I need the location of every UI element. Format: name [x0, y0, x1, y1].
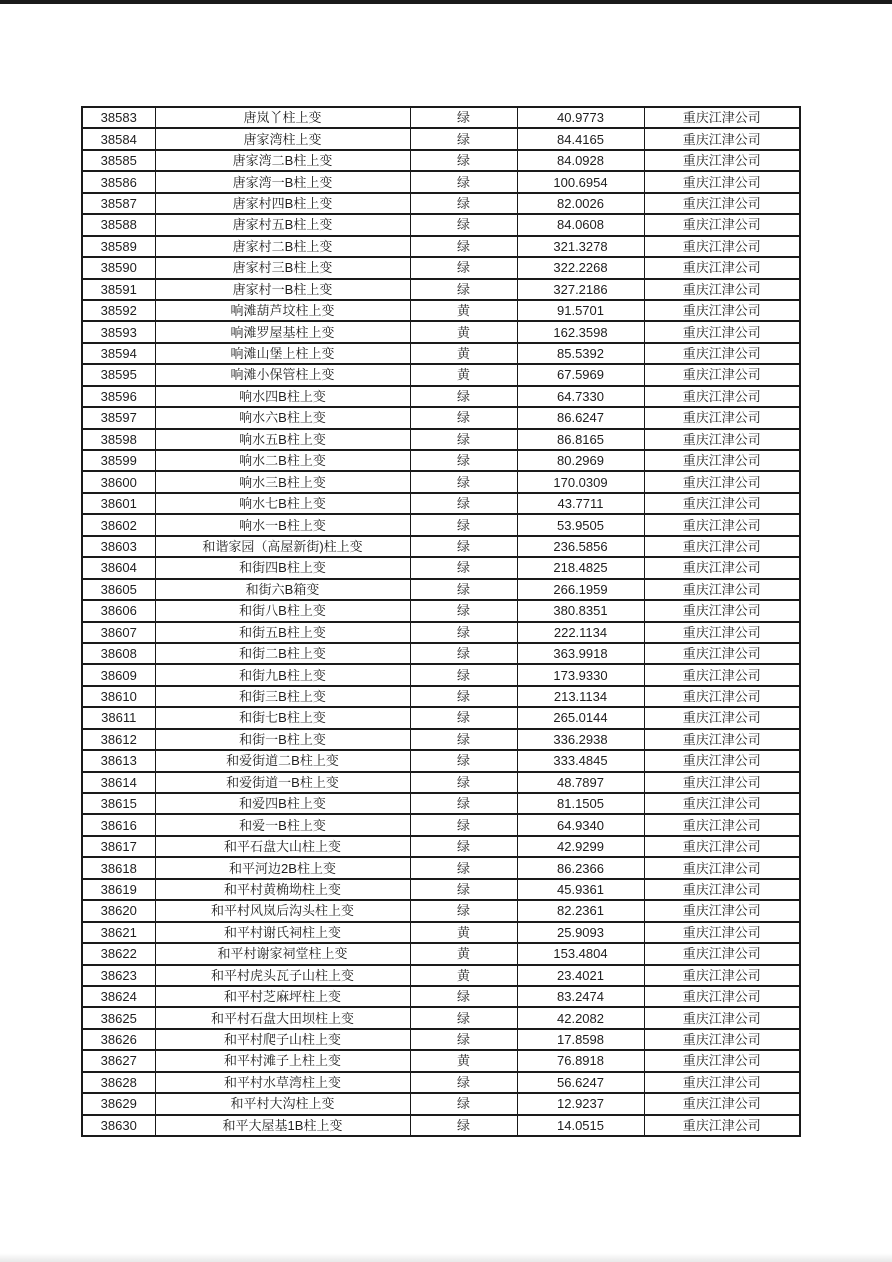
cell-value: 14.0515 — [517, 1115, 644, 1136]
cell-status: 绿 — [410, 493, 517, 514]
table-row — [82, 879, 800, 900]
window-top-border — [0, 0, 892, 4]
cell-name: 唐家村二B柱上变 — [155, 236, 410, 257]
cell-status: 绿 — [410, 386, 517, 407]
cell-value: 327.2186 — [517, 279, 644, 300]
cell-status: 黄 — [410, 1050, 517, 1071]
table-row — [82, 965, 800, 986]
table-row — [82, 107, 800, 128]
table-body — [82, 107, 800, 1136]
cell-name: 唐家村四B柱上变 — [155, 193, 410, 214]
cell-value: 42.9299 — [517, 836, 644, 857]
cell-company: 重庆江津公司 — [644, 600, 800, 621]
page-bottom-shade — [0, 1253, 892, 1262]
table-row — [82, 407, 800, 428]
cell-id: 38621 — [82, 922, 155, 943]
cell-company: 重庆江津公司 — [644, 514, 800, 535]
cell-status: 绿 — [410, 1029, 517, 1050]
cell-value: 53.9505 — [517, 514, 644, 535]
cell-name: 和平村风岚后沟头柱上变 — [155, 900, 410, 921]
cell-id: 38608 — [82, 643, 155, 664]
table-row — [82, 922, 800, 943]
cell-company: 重庆江津公司 — [644, 1029, 800, 1050]
cell-id: 38586 — [82, 171, 155, 192]
table-row — [82, 750, 800, 771]
table-row — [82, 643, 800, 664]
table-row — [82, 600, 800, 621]
table-row — [82, 536, 800, 557]
cell-company: 重庆江津公司 — [644, 536, 800, 557]
cell-company: 重庆江津公司 — [644, 364, 800, 385]
cell-id: 38587 — [82, 193, 155, 214]
cell-company: 重庆江津公司 — [644, 793, 800, 814]
table-row — [82, 1007, 800, 1028]
cell-name: 和平村滩子上柱上变 — [155, 1050, 410, 1071]
cell-company: 重庆江津公司 — [644, 643, 800, 664]
cell-company: 重庆江津公司 — [644, 150, 800, 171]
cell-name: 响滩罗屋基柱上变 — [155, 321, 410, 342]
cell-value: 81.1505 — [517, 793, 644, 814]
table-row — [82, 343, 800, 364]
cell-name: 和平村谢家祠堂柱上变 — [155, 943, 410, 964]
cell-status: 绿 — [410, 814, 517, 835]
cell-value: 85.5392 — [517, 343, 644, 364]
cell-status: 绿 — [410, 279, 517, 300]
table-row — [82, 514, 800, 535]
cell-id: 38617 — [82, 836, 155, 857]
cell-value: 82.0026 — [517, 193, 644, 214]
cell-company: 重庆江津公司 — [644, 622, 800, 643]
cell-value: 48.7897 — [517, 772, 644, 793]
cell-name: 响滩葫芦坟柱上变 — [155, 300, 410, 321]
cell-id: 38606 — [82, 600, 155, 621]
cell-status: 绿 — [410, 128, 517, 149]
cell-status: 黄 — [410, 364, 517, 385]
cell-name: 和街九B柱上变 — [155, 664, 410, 685]
table-row — [82, 814, 800, 835]
cell-value: 170.0309 — [517, 471, 644, 492]
cell-status: 绿 — [410, 150, 517, 171]
cell-status: 绿 — [410, 857, 517, 878]
cell-status: 绿 — [410, 450, 517, 471]
cell-status: 绿 — [410, 772, 517, 793]
cell-name: 响滩山堡上柱上变 — [155, 343, 410, 364]
cell-name: 唐家湾柱上变 — [155, 128, 410, 149]
cell-company: 重庆江津公司 — [644, 1007, 800, 1028]
cell-value: 380.8351 — [517, 600, 644, 621]
cell-status: 绿 — [410, 622, 517, 643]
cell-value: 84.4165 — [517, 128, 644, 149]
cell-value: 82.2361 — [517, 900, 644, 921]
cell-company: 重庆江津公司 — [644, 471, 800, 492]
cell-company: 重庆江津公司 — [644, 107, 800, 128]
cell-status: 绿 — [410, 900, 517, 921]
cell-name: 和平村石盘大田坝柱上变 — [155, 1007, 410, 1028]
cell-company: 重庆江津公司 — [644, 171, 800, 192]
cell-status: 黄 — [410, 300, 517, 321]
cell-name: 和平村虎头瓦子山柱上变 — [155, 965, 410, 986]
cell-company: 重庆江津公司 — [644, 857, 800, 878]
cell-company: 重庆江津公司 — [644, 1115, 800, 1136]
cell-value: 40.9773 — [517, 107, 644, 128]
table-row — [82, 557, 800, 578]
cell-id: 38604 — [82, 557, 155, 578]
cell-id: 38626 — [82, 1029, 155, 1050]
cell-value: 67.5969 — [517, 364, 644, 385]
table-row — [82, 493, 800, 514]
cell-status: 绿 — [410, 557, 517, 578]
table-row — [82, 171, 800, 192]
cell-company: 重庆江津公司 — [644, 1093, 800, 1114]
cell-company: 重庆江津公司 — [644, 1072, 800, 1093]
cell-id: 38630 — [82, 1115, 155, 1136]
cell-name: 响水七B柱上变 — [155, 493, 410, 514]
cell-status: 绿 — [410, 579, 517, 600]
table-row — [82, 622, 800, 643]
table-row — [82, 986, 800, 1007]
cell-id: 38594 — [82, 343, 155, 364]
table-row — [82, 471, 800, 492]
cell-value: 84.0928 — [517, 150, 644, 171]
cell-id: 38618 — [82, 857, 155, 878]
cell-company: 重庆江津公司 — [644, 257, 800, 278]
cell-company: 重庆江津公司 — [644, 707, 800, 728]
cell-id: 38612 — [82, 729, 155, 750]
cell-status: 绿 — [410, 536, 517, 557]
cell-company: 重庆江津公司 — [644, 943, 800, 964]
cell-value: 64.9340 — [517, 814, 644, 835]
cell-name: 和街八B柱上变 — [155, 600, 410, 621]
cell-status: 绿 — [410, 171, 517, 192]
cell-status: 绿 — [410, 729, 517, 750]
cell-id: 38584 — [82, 128, 155, 149]
cell-status: 绿 — [410, 107, 517, 128]
cell-id: 38603 — [82, 536, 155, 557]
cell-value: 173.9330 — [517, 664, 644, 685]
cell-status: 绿 — [410, 793, 517, 814]
cell-company: 重庆江津公司 — [644, 729, 800, 750]
cell-status: 黄 — [410, 943, 517, 964]
cell-name: 和平村黄桷坳柱上变 — [155, 879, 410, 900]
table-row — [82, 236, 800, 257]
cell-value: 322.2268 — [517, 257, 644, 278]
cell-name: 响滩小保管柱上变 — [155, 364, 410, 385]
cell-id: 38619 — [82, 879, 155, 900]
cell-id: 38600 — [82, 471, 155, 492]
cell-status: 黄 — [410, 965, 517, 986]
table-row — [82, 579, 800, 600]
cell-status: 绿 — [410, 514, 517, 535]
cell-name: 唐家湾二B柱上变 — [155, 150, 410, 171]
cell-id: 38625 — [82, 1007, 155, 1028]
cell-value: 236.5856 — [517, 536, 644, 557]
cell-id: 38627 — [82, 1050, 155, 1071]
cell-status: 绿 — [410, 257, 517, 278]
table-row — [82, 772, 800, 793]
cell-name: 唐家村一B柱上变 — [155, 279, 410, 300]
cell-status: 绿 — [410, 214, 517, 235]
cell-name: 和街五B柱上变 — [155, 622, 410, 643]
cell-company: 重庆江津公司 — [644, 686, 800, 707]
cell-value: 100.6954 — [517, 171, 644, 192]
table-row — [82, 1029, 800, 1050]
cell-company: 重庆江津公司 — [644, 965, 800, 986]
cell-company: 重庆江津公司 — [644, 193, 800, 214]
table-row — [82, 1050, 800, 1071]
cell-name: 和平石盘大山柱上变 — [155, 836, 410, 857]
transformer-status-table — [81, 106, 801, 1137]
cell-id: 38613 — [82, 750, 155, 771]
table-row — [82, 1093, 800, 1114]
cell-status: 绿 — [410, 471, 517, 492]
cell-status: 绿 — [410, 407, 517, 428]
cell-name: 和街六B箱变 — [155, 579, 410, 600]
cell-company: 重庆江津公司 — [644, 214, 800, 235]
cell-value: 222.1134 — [517, 622, 644, 643]
cell-name: 和平大屋基1B柱上变 — [155, 1115, 410, 1136]
cell-id: 38624 — [82, 986, 155, 1007]
cell-name: 和平村水草湾柱上变 — [155, 1072, 410, 1093]
cell-company: 重庆江津公司 — [644, 321, 800, 342]
cell-status: 绿 — [410, 429, 517, 450]
cell-id: 38599 — [82, 450, 155, 471]
cell-name: 响水一B柱上变 — [155, 514, 410, 535]
cell-status: 绿 — [410, 664, 517, 685]
table-row — [82, 900, 800, 921]
cell-value: 336.2938 — [517, 729, 644, 750]
cell-id: 38601 — [82, 493, 155, 514]
cell-value: 64.7330 — [517, 386, 644, 407]
cell-status: 绿 — [410, 707, 517, 728]
cell-value: 218.4825 — [517, 557, 644, 578]
cell-value: 12.9237 — [517, 1093, 644, 1114]
cell-status: 绿 — [410, 879, 517, 900]
cell-name: 和爱街道一B柱上变 — [155, 772, 410, 793]
cell-name: 响水三B柱上变 — [155, 471, 410, 492]
cell-name: 和平河边2B柱上变 — [155, 857, 410, 878]
cell-id: 38588 — [82, 214, 155, 235]
cell-id: 38591 — [82, 279, 155, 300]
cell-name: 响水二B柱上变 — [155, 450, 410, 471]
cell-name: 响水四B柱上变 — [155, 386, 410, 407]
cell-value: 363.9918 — [517, 643, 644, 664]
cell-name: 和街一B柱上变 — [155, 729, 410, 750]
table-row — [82, 686, 800, 707]
cell-company: 重庆江津公司 — [644, 279, 800, 300]
table-row — [82, 857, 800, 878]
cell-company: 重庆江津公司 — [644, 922, 800, 943]
cell-id: 38583 — [82, 107, 155, 128]
cell-id: 38616 — [82, 814, 155, 835]
table-row — [82, 300, 800, 321]
cell-id: 38629 — [82, 1093, 155, 1114]
cell-value: 91.5701 — [517, 300, 644, 321]
cell-status: 绿 — [410, 1115, 517, 1136]
cell-value: 43.7711 — [517, 493, 644, 514]
table-row — [82, 729, 800, 750]
cell-company: 重庆江津公司 — [644, 386, 800, 407]
table-row — [82, 279, 800, 300]
table-row — [82, 836, 800, 857]
cell-company: 重庆江津公司 — [644, 450, 800, 471]
cell-status: 绿 — [410, 193, 517, 214]
cell-value: 86.2366 — [517, 857, 644, 878]
table-row — [82, 943, 800, 964]
cell-name: 和街四B柱上变 — [155, 557, 410, 578]
cell-id: 38596 — [82, 386, 155, 407]
cell-name: 和街二B柱上变 — [155, 643, 410, 664]
cell-status: 绿 — [410, 600, 517, 621]
cell-id: 38615 — [82, 793, 155, 814]
cell-name: 和平村芝麻坪柱上变 — [155, 986, 410, 1007]
table-row — [82, 1115, 800, 1136]
cell-company: 重庆江津公司 — [644, 836, 800, 857]
cell-company: 重庆江津公司 — [644, 750, 800, 771]
cell-id: 38597 — [82, 407, 155, 428]
cell-name: 和街三B柱上变 — [155, 686, 410, 707]
cell-status: 绿 — [410, 1093, 517, 1114]
cell-id: 38620 — [82, 900, 155, 921]
cell-status: 绿 — [410, 643, 517, 664]
cell-value: 213.1134 — [517, 686, 644, 707]
cell-status: 绿 — [410, 836, 517, 857]
cell-id: 38607 — [82, 622, 155, 643]
cell-id: 38585 — [82, 150, 155, 171]
cell-company: 重庆江津公司 — [644, 879, 800, 900]
cell-company: 重庆江津公司 — [644, 300, 800, 321]
cell-value: 83.2474 — [517, 986, 644, 1007]
table-row — [82, 429, 800, 450]
cell-value: 333.4845 — [517, 750, 644, 771]
cell-value: 265.0144 — [517, 707, 644, 728]
cell-id: 38614 — [82, 772, 155, 793]
cell-value: 80.2969 — [517, 450, 644, 471]
cell-id: 38628 — [82, 1072, 155, 1093]
cell-company: 重庆江津公司 — [644, 493, 800, 514]
cell-name: 唐家村五B柱上变 — [155, 214, 410, 235]
cell-id: 38623 — [82, 965, 155, 986]
cell-status: 绿 — [410, 1007, 517, 1028]
cell-name: 响水五B柱上变 — [155, 429, 410, 450]
cell-status: 绿 — [410, 686, 517, 707]
cell-value: 266.1959 — [517, 579, 644, 600]
cell-status: 黄 — [410, 922, 517, 943]
cell-name: 和爱街道二B柱上变 — [155, 750, 410, 771]
cell-company: 重庆江津公司 — [644, 579, 800, 600]
cell-id: 38622 — [82, 943, 155, 964]
cell-id: 38593 — [82, 321, 155, 342]
cell-id: 38609 — [82, 664, 155, 685]
table-row — [82, 128, 800, 149]
cell-company: 重庆江津公司 — [644, 664, 800, 685]
cell-id: 38589 — [82, 236, 155, 257]
cell-value: 42.2082 — [517, 1007, 644, 1028]
cell-status: 绿 — [410, 236, 517, 257]
cell-name: 和平村谢氏祠柱上变 — [155, 922, 410, 943]
cell-value: 17.8598 — [517, 1029, 644, 1050]
cell-value: 25.9093 — [517, 922, 644, 943]
cell-company: 重庆江津公司 — [644, 429, 800, 450]
cell-id: 38611 — [82, 707, 155, 728]
cell-value: 84.0608 — [517, 214, 644, 235]
cell-value: 86.6247 — [517, 407, 644, 428]
cell-id: 38590 — [82, 257, 155, 278]
cell-id: 38592 — [82, 300, 155, 321]
cell-company: 重庆江津公司 — [644, 343, 800, 364]
cell-company: 重庆江津公司 — [644, 900, 800, 921]
table-row — [82, 150, 800, 171]
cell-value: 23.4021 — [517, 965, 644, 986]
cell-name: 和谐家园（高屋新街)柱上变 — [155, 536, 410, 557]
cell-name: 响水六B柱上变 — [155, 407, 410, 428]
cell-value: 153.4804 — [517, 943, 644, 964]
cell-value: 86.8165 — [517, 429, 644, 450]
cell-status: 黄 — [410, 321, 517, 342]
cell-company: 重庆江津公司 — [644, 557, 800, 578]
table-row — [82, 664, 800, 685]
table-row — [82, 386, 800, 407]
cell-value: 321.3278 — [517, 236, 644, 257]
cell-name: 和平村爬子山柱上变 — [155, 1029, 410, 1050]
cell-id: 38595 — [82, 364, 155, 385]
table-row — [82, 450, 800, 471]
table-row — [82, 364, 800, 385]
table-row — [82, 707, 800, 728]
cell-status: 绿 — [410, 750, 517, 771]
cell-name: 和街七B柱上变 — [155, 707, 410, 728]
cell-status: 绿 — [410, 1072, 517, 1093]
cell-name: 唐家村三B柱上变 — [155, 257, 410, 278]
cell-status: 黄 — [410, 343, 517, 364]
cell-company: 重庆江津公司 — [644, 772, 800, 793]
table-row — [82, 193, 800, 214]
cell-company: 重庆江津公司 — [644, 236, 800, 257]
cell-value: 76.8918 — [517, 1050, 644, 1071]
cell-company: 重庆江津公司 — [644, 814, 800, 835]
cell-company: 重庆江津公司 — [644, 407, 800, 428]
table-row — [82, 1072, 800, 1093]
cell-company: 重庆江津公司 — [644, 986, 800, 1007]
table-row — [82, 214, 800, 235]
cell-name: 和爱一B柱上变 — [155, 814, 410, 835]
cell-id: 38610 — [82, 686, 155, 707]
cell-id: 38605 — [82, 579, 155, 600]
cell-name: 和爱四B柱上变 — [155, 793, 410, 814]
cell-value: 162.3598 — [517, 321, 644, 342]
cell-company: 重庆江津公司 — [644, 1050, 800, 1071]
cell-name: 唐岚丫柱上变 — [155, 107, 410, 128]
cell-id: 38598 — [82, 429, 155, 450]
table-row — [82, 793, 800, 814]
cell-name: 和平村大沟柱上变 — [155, 1093, 410, 1114]
cell-name: 唐家湾一B柱上变 — [155, 171, 410, 192]
cell-company: 重庆江津公司 — [644, 128, 800, 149]
cell-status: 绿 — [410, 986, 517, 1007]
cell-id: 38602 — [82, 514, 155, 535]
cell-value: 56.6247 — [517, 1072, 644, 1093]
table-row — [82, 257, 800, 278]
cell-value: 45.9361 — [517, 879, 644, 900]
table-row — [82, 321, 800, 342]
